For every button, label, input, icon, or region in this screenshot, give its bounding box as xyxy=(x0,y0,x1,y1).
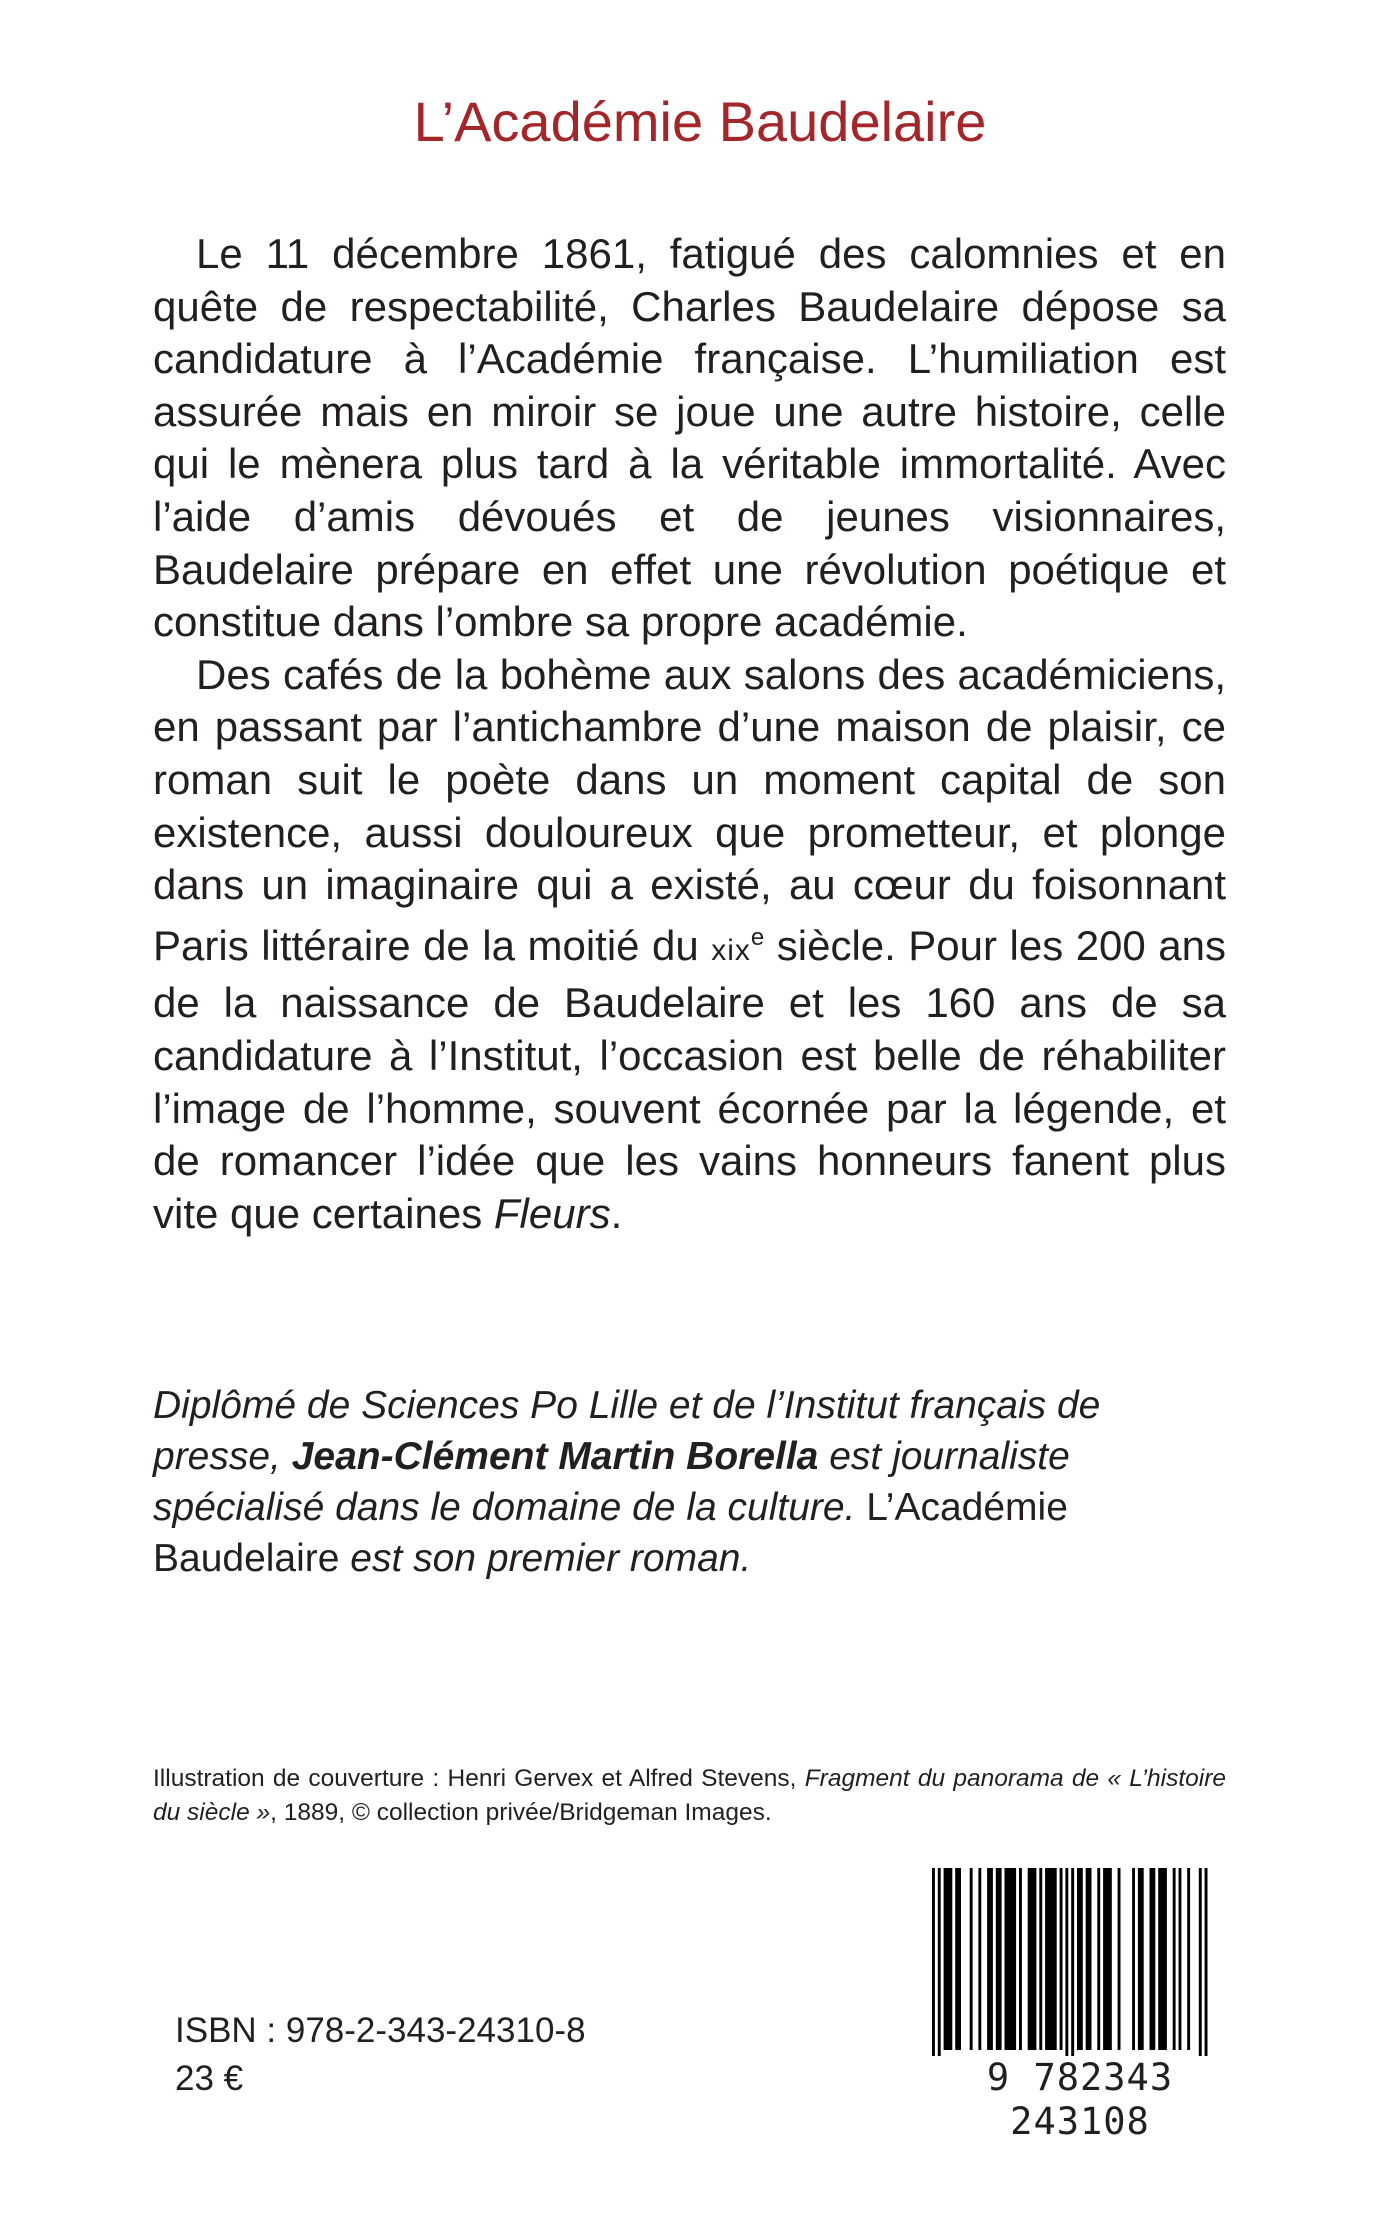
price: 23 € xyxy=(175,2059,244,2098)
cover-credit-text xyxy=(153,1762,1226,1830)
barcode-bar xyxy=(1138,1868,1144,2050)
barcode-guard-bar xyxy=(938,1868,941,2058)
barcode-bar xyxy=(1077,1868,1083,2050)
synopsis-paragraph-1: Le 11 décembre 1861, fatigué des calomnies et en quête de respectabilité, Charles Baudelaire dépose sa candidature à l’Académie française. L’humiliation est assurée mais en miroir se joue une autre histoire, celle qui le mènera plus tard à la véritable immortalité. Avec l’aide d’amis dévoués et de jeunes visionnaires, Baudelaire prépare en effet une révolution poétique et constitue dans l’ombre sa propre académie. xyxy=(153,230,1226,646)
credit-suffix: , 1889, © collection privée/Bridgeman Images. xyxy=(270,1799,772,1826)
barcode-bar xyxy=(1103,1868,1112,2050)
barcode-bar xyxy=(987,1868,993,2050)
barcode-bar xyxy=(1045,1868,1057,2050)
cover-credit xyxy=(153,1762,1226,1830)
barcode-bar xyxy=(1179,1868,1182,2050)
barcode-bar xyxy=(1019,1868,1022,2050)
synopsis-paragraph-2 xyxy=(153,649,1226,1241)
barcode-bar xyxy=(1187,1868,1190,2050)
barcode-bar xyxy=(1132,1868,1135,2050)
bio-mid: est journaliste spécialisé dans le domaine de la culture. xyxy=(153,1435,1070,1529)
book-title: L’Académie Baudelaire xyxy=(413,90,987,153)
bio-book-title: L’Académie Baudelaire xyxy=(153,1486,1068,1580)
isbn: ISBN : 978-2-343-24310-8 xyxy=(175,2011,586,2050)
barcode-guard-bar xyxy=(1205,1868,1208,2058)
barcode-bar xyxy=(1158,1868,1167,2050)
credit-prefix: Illustration de couverture : Henri Gervex et Alfred Stevens, xyxy=(153,1765,805,1792)
barcode-guard-bar xyxy=(1199,1868,1202,2058)
barcode-bar xyxy=(1150,1868,1156,2050)
barcode-bar xyxy=(970,1868,973,2050)
barcode-guard-bar xyxy=(1071,1868,1074,2058)
barcode-bar xyxy=(1097,1868,1100,2050)
barcode-bar xyxy=(1060,1868,1063,2050)
barcode-bar xyxy=(944,1868,953,2050)
barcode-bar xyxy=(1118,1868,1121,2050)
barcode-bar xyxy=(996,1868,1002,2050)
synopsis-paragraph-2-part-2: siècle. Pour les 200 ans de la naissance de Baudelaire et les 160 ans de sa candidature à l’Institut, l’occasion est belle de réhabiliter l’image de l’homme, souvent écornée par la légende, et de romancer l’idée que les vains honneurs fanent plus vite que certaines xyxy=(153,921,1226,1237)
author-name: Jean-Clément Martin Borella xyxy=(291,1435,819,1478)
century-superscript: e xyxy=(750,923,765,951)
barcode-bar xyxy=(1086,1868,1092,2050)
barcode-bar xyxy=(1173,1868,1176,2050)
barcode-guard-bar xyxy=(932,1868,935,2058)
century-numeral: xix xyxy=(711,933,751,967)
author-bio-text xyxy=(153,1380,1226,1584)
synopsis-paragraph-2-part-1: Des cafés de la bohème aux salons des académiciens, en passant par l’antichambre d’une maison de plaisir, ce roman suit le poète dans un moment capital de son existence, aussi douloureux que prometteur, et plonge dans un imaginaire qui a existé, au cœur du foisonnant Paris littéraire de la moitié du xyxy=(153,650,1226,969)
barcode-guard-bar xyxy=(1065,1868,1068,2058)
barcode-bars xyxy=(920,1868,1240,2058)
bio-line-1: Diplômé de Sciences Po Lille et de l’Institut français de presse, xyxy=(153,1384,1101,1478)
barcode-bar xyxy=(1028,1868,1037,2050)
barcode-bar xyxy=(978,1868,981,2050)
fleurs-italic: Fleurs xyxy=(493,1189,611,1237)
barcode-bar xyxy=(1039,1868,1042,2050)
synopsis-paragraph-2-end: . xyxy=(610,1189,623,1237)
synopsis xyxy=(153,228,1226,1240)
barcode-bar xyxy=(955,1868,961,2050)
credit-artwork-title: Fragment du panorama de « L’histoire du siècle » xyxy=(153,1765,1226,1826)
barcode-bar xyxy=(1005,1868,1017,2050)
bio-end: est son premier roman. xyxy=(339,1537,752,1580)
barcode-number: 9 782343 243108 xyxy=(920,2056,1240,2144)
author-bio xyxy=(153,1380,1226,1584)
